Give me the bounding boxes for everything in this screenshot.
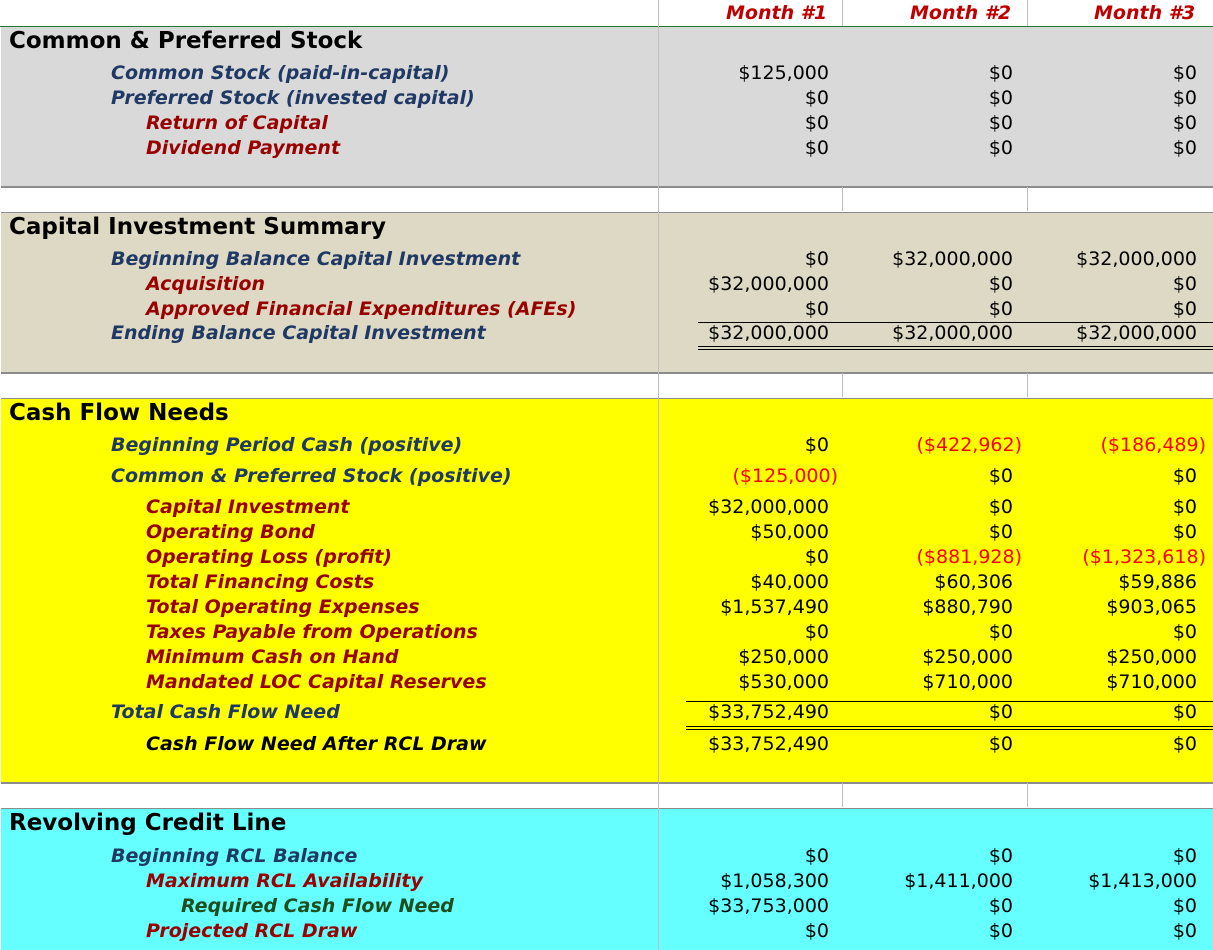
- value-cell: $0: [1172, 845, 1197, 867]
- value-cell: $0: [988, 920, 1013, 942]
- row-label: Required Cash Flow Need: [181, 895, 454, 917]
- total-rule: [698, 349, 1213, 350]
- total-rule: [698, 346, 1213, 347]
- row-label: Minimum Cash on Hand: [146, 646, 399, 668]
- value-cell: $32,000,000: [708, 273, 829, 295]
- value-cell: $0: [804, 112, 829, 134]
- section-title: Common & Preferred Stock: [9, 28, 363, 54]
- value-cell: $0: [1172, 895, 1197, 917]
- value-cell: $0: [988, 895, 1013, 917]
- spacer-row: [1, 187, 1213, 213]
- value-cell: $0: [988, 733, 1013, 755]
- section-title: Capital Investment Summary: [9, 214, 387, 240]
- section-title: Cash Flow Needs: [9, 400, 229, 426]
- section-title: Revolving Credit Line: [9, 810, 287, 836]
- value-cell: $250,000: [1106, 646, 1197, 668]
- value-cell: $0: [1172, 920, 1197, 942]
- total-rule: [686, 729, 1213, 730]
- value-cell: ($186,489): [1100, 434, 1206, 456]
- value-cell: $250,000: [922, 646, 1013, 668]
- value-cell: $125,000: [738, 62, 829, 84]
- value-cell: $0: [1172, 87, 1197, 109]
- value-cell: $0: [1172, 62, 1197, 84]
- value-cell: $0: [988, 273, 1013, 295]
- row-label: Projected RCL Draw: [146, 920, 358, 942]
- value-cell: $0: [804, 546, 829, 568]
- value-cell: ($881,928): [916, 546, 1022, 568]
- row-label: Beginning Period Cash (positive): [111, 434, 463, 456]
- value-cell: $0: [804, 298, 829, 320]
- value-cell: $0: [804, 621, 829, 643]
- value-cell: $0: [804, 137, 829, 159]
- value-cell: $0: [1172, 273, 1197, 295]
- value-cell: $59,886: [1118, 571, 1197, 593]
- row-label: Beginning Balance Capital Investment: [111, 248, 521, 270]
- value-cell: $0: [1172, 733, 1197, 755]
- value-cell: $0: [988, 701, 1013, 723]
- value-cell: $50,000: [750, 521, 829, 543]
- month-header-3: Month #3: [1094, 2, 1196, 24]
- value-cell: $250,000: [738, 646, 829, 668]
- value-cell: $33,752,490: [708, 701, 829, 723]
- value-cell: $710,000: [922, 671, 1013, 693]
- row-label: Total Cash Flow Need: [111, 701, 340, 723]
- row-label: Acquisition: [146, 273, 266, 295]
- value-cell: $1,537,490: [720, 596, 829, 618]
- value-cell: $0: [1172, 298, 1197, 320]
- value-cell: $1,411,000: [904, 870, 1013, 892]
- row-label: Return of Capital: [146, 112, 328, 134]
- row-label: Preferred Stock (invested capital): [111, 87, 475, 109]
- row-label: Capital Investment: [146, 496, 350, 518]
- spacer-row: [1, 783, 1213, 809]
- value-cell: $903,065: [1106, 596, 1197, 618]
- value-cell: $0: [988, 465, 1013, 487]
- row-label: Approved Financial Expenditures (AFEs): [146, 298, 577, 320]
- month-header-2: Month #2: [910, 2, 1012, 24]
- value-cell: $32,000,000: [708, 322, 829, 344]
- value-cell: $880,790: [922, 596, 1013, 618]
- value-cell: $0: [804, 248, 829, 270]
- row-label: Common Stock (paid-in-capital): [111, 62, 450, 84]
- value-cell: $0: [1172, 112, 1197, 134]
- spacer-row: [1, 373, 1213, 399]
- value-cell: $32,000,000: [708, 496, 829, 518]
- row-label: Operating Bond: [146, 521, 315, 543]
- total-rule: [686, 726, 1213, 727]
- row-label: Common & Preferred Stock (positive): [111, 465, 512, 487]
- value-cell: $0: [988, 621, 1013, 643]
- value-cell: $0: [988, 62, 1013, 84]
- row-label: Total Operating Expenses: [146, 596, 420, 618]
- value-cell: $32,000,000: [1076, 248, 1197, 270]
- value-cell: $710,000: [1106, 671, 1197, 693]
- value-cell: $0: [988, 137, 1013, 159]
- month-header-1: Month #1: [726, 2, 828, 24]
- value-cell: $0: [1172, 465, 1197, 487]
- value-cell: $32,000,000: [1076, 322, 1197, 344]
- value-cell: $0: [988, 845, 1013, 867]
- row-label: Ending Balance Capital Investment: [111, 322, 486, 344]
- value-cell: $32,000,000: [892, 248, 1013, 270]
- value-cell: $33,753,000: [708, 895, 829, 917]
- row-label: Cash Flow Need After RCL Draw: [146, 733, 487, 755]
- value-cell: $40,000: [750, 571, 829, 593]
- value-cell: $60,306: [934, 571, 1013, 593]
- value-cell: $1,058,300: [720, 870, 829, 892]
- value-cell: ($1,323,618): [1082, 546, 1206, 568]
- value-cell: $32,000,000: [892, 322, 1013, 344]
- value-cell: $0: [988, 298, 1013, 320]
- header-row: [0, 0, 1213, 27]
- value-cell: ($125,000): [732, 465, 838, 487]
- row-label: Operating Loss (profit): [146, 546, 392, 568]
- value-cell: $0: [1172, 496, 1197, 518]
- value-cell: $0: [988, 112, 1013, 134]
- row-label: Mandated LOC Capital Reserves: [146, 671, 487, 693]
- value-cell: $0: [804, 845, 829, 867]
- value-cell: $0: [804, 920, 829, 942]
- value-cell: $0: [1172, 521, 1197, 543]
- value-cell: $0: [804, 87, 829, 109]
- value-cell: $530,000: [738, 671, 829, 693]
- value-cell: $0: [988, 87, 1013, 109]
- value-cell: $33,752,490: [708, 733, 829, 755]
- value-cell: $0: [988, 521, 1013, 543]
- row-label: Dividend Payment: [146, 137, 341, 159]
- row-label: Total Financing Costs: [146, 571, 375, 593]
- value-cell: $0: [1172, 621, 1197, 643]
- row-label: Taxes Payable from Operations: [146, 621, 478, 643]
- value-cell: $0: [1172, 701, 1197, 723]
- value-cell: $1,413,000: [1088, 870, 1197, 892]
- value-cell: ($422,962): [916, 434, 1022, 456]
- value-cell: $0: [988, 496, 1013, 518]
- row-label: Beginning RCL Balance: [111, 845, 358, 867]
- row-label: Maximum RCL Availability: [146, 870, 423, 892]
- value-cell: $0: [804, 434, 829, 456]
- value-cell: $0: [1172, 137, 1197, 159]
